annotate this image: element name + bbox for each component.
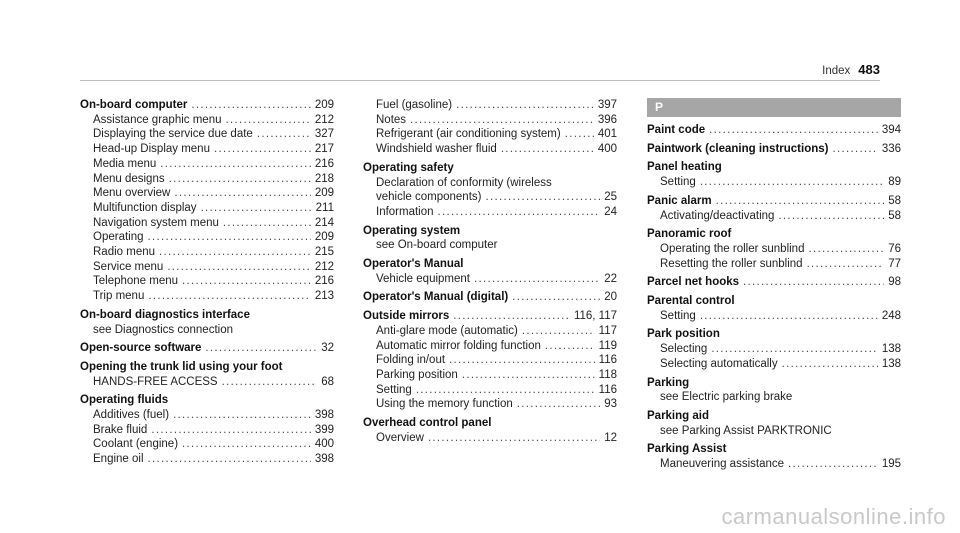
dot-leader [160, 157, 311, 172]
index-entry [647, 123, 901, 138]
sub-entry [647, 309, 901, 324]
sub-entry: see Diagnostics connection [93, 323, 233, 336]
sub-entry [80, 452, 334, 467]
dot-leader [782, 357, 878, 372]
index-entry [363, 416, 617, 445]
sub-entry [363, 113, 617, 128]
page-ref: 397 [597, 99, 617, 111]
dot-leader [700, 309, 878, 324]
page-ref: 216 [314, 275, 334, 288]
entry-text: Operating [93, 231, 144, 244]
entry-text: Media menu [93, 157, 157, 170]
entry-text: Parcel net hooks [647, 276, 740, 289]
page-ref: 211 [315, 201, 334, 214]
index-entry [647, 409, 901, 438]
sub-entry [363, 324, 617, 339]
sub-entry: Declaration of conformity (wireless [376, 176, 552, 189]
entry-text: Telephone menu [93, 275, 179, 288]
dot-leader [709, 123, 878, 138]
entry-heading: Parking aid [647, 409, 709, 422]
dot-leader [453, 309, 570, 324]
entry-text: Notes [376, 113, 407, 126]
sub-entry [363, 368, 617, 383]
entry-text: Information [376, 205, 434, 218]
dot-leader [700, 175, 884, 190]
page-ref: 89 [888, 176, 901, 189]
page-ref: 401 [597, 128, 617, 141]
page-ref: 400 [597, 143, 617, 156]
dot-leader [214, 142, 311, 157]
sub-entry [80, 142, 334, 157]
sub-entry [363, 98, 617, 113]
dot-leader [225, 113, 310, 128]
page-ref: 76 [888, 242, 901, 255]
dot-leader [173, 408, 311, 423]
dot-leader [167, 260, 311, 275]
section-label: Index [822, 65, 851, 77]
entry-heading: Operating fluids [80, 394, 169, 407]
sub-entry [80, 408, 334, 423]
page-ref: 32 [321, 342, 334, 355]
index-entry [363, 98, 617, 157]
page-ref: 195 [881, 458, 901, 471]
dot-leader [148, 289, 310, 304]
entry-text: Navigation system menu [93, 216, 219, 229]
entry-text: Outside mirrors [363, 310, 450, 323]
page-header [822, 62, 880, 77]
page-ref: 24 [604, 205, 617, 218]
page-ref: 212 [314, 113, 334, 126]
entry-text: Trip menu [93, 290, 145, 303]
dot-leader [716, 194, 885, 209]
entry-heading: Operating safety [363, 161, 454, 174]
entry-text: Paintwork (cleaning instructions) [647, 142, 829, 155]
entry-text: Vehicle equipment [376, 272, 470, 285]
index-column-3-entries [647, 123, 901, 472]
entry-heading [80, 341, 334, 356]
page-number: 483 [858, 62, 880, 77]
page-ref: 12 [604, 431, 617, 444]
index-entry [647, 194, 901, 223]
sub-entry [363, 142, 617, 157]
entry-text: Additives (fuel) [93, 409, 170, 422]
entry-text: HANDS-FREE ACCESS [93, 375, 218, 388]
entry-text: Displaying the service due date [93, 128, 253, 141]
entry-text: Brake fluid [93, 423, 148, 436]
entry-heading: Overhead control panel [363, 417, 492, 430]
sub-entry [647, 242, 901, 257]
entry-text: Fuel (gasoline) [376, 99, 453, 111]
sub-entry [80, 216, 334, 231]
dot-leader [182, 437, 311, 452]
page-ref: 396 [597, 113, 617, 126]
dot-leader [512, 290, 600, 305]
dot-leader [565, 127, 594, 142]
entry-text: Refrigerant (air conditioning system) [376, 128, 561, 141]
dot-leader [191, 98, 310, 113]
entry-text: Resetting the roller sunblind [660, 257, 803, 270]
index-entry [80, 360, 334, 389]
sub-entry [363, 431, 617, 446]
page-ref: 327 [314, 128, 334, 141]
index-column-1 [80, 98, 334, 471]
page-ref: 20 [604, 291, 617, 304]
dot-leader [182, 274, 311, 289]
dot-leader [416, 383, 595, 398]
index-column-3 [647, 98, 901, 476]
sub-entry [80, 230, 334, 245]
dot-leader [462, 368, 595, 383]
sub-entry [80, 127, 334, 142]
dot-leader [169, 172, 311, 187]
watermark: carmanualsonline.info [721, 504, 946, 529]
sub-entry [80, 274, 334, 289]
dot-leader [832, 142, 877, 157]
page-ref: 98 [888, 276, 901, 289]
entry-text: Panic alarm [647, 194, 712, 207]
entry-heading: Opening the trunk lid using your foot [80, 360, 283, 373]
page-ref: 400 [314, 438, 334, 451]
page-ref: 213 [314, 290, 334, 303]
entry-heading [363, 290, 617, 305]
page-ref: 336 [881, 142, 901, 155]
index-entry [647, 327, 901, 371]
page-ref: 138 [881, 343, 901, 356]
entry-text: Anti-glare mode (automatic) [376, 324, 518, 337]
page-ref: 58 [888, 194, 901, 207]
dot-leader [148, 452, 311, 467]
sub-entry [363, 272, 617, 287]
entry-text: Assistance graphic menu [93, 113, 222, 126]
entry-heading [647, 142, 901, 157]
dot-leader [201, 201, 312, 216]
dot-leader [522, 324, 595, 339]
dot-leader [788, 457, 878, 472]
index-entry [363, 257, 617, 286]
index-entry [80, 341, 334, 356]
dot-leader [474, 272, 600, 287]
entry-heading [647, 194, 901, 209]
entry-heading: Parental control [647, 295, 735, 308]
sub-entry [647, 457, 901, 472]
page-ref: 209 [314, 99, 334, 111]
index-entry [647, 376, 901, 405]
entry-text: Selecting [660, 343, 708, 356]
page-ref: 248 [881, 309, 901, 322]
sub-entry [80, 172, 334, 187]
dot-leader [743, 275, 884, 290]
dot-leader [545, 339, 595, 354]
page-ref: 214 [314, 216, 334, 229]
sub-entry [80, 289, 334, 304]
entry-heading: Panoramic roof [647, 228, 732, 241]
dot-leader [428, 431, 600, 446]
sub-entry [363, 127, 617, 142]
page-ref: 116 [598, 354, 617, 367]
dot-leader [148, 230, 311, 245]
sub-entry [363, 190, 617, 205]
index-entry [647, 442, 901, 471]
dot-leader [222, 375, 318, 390]
entry-heading: Operator's Manual [363, 258, 464, 271]
page-ref: 218 [314, 172, 334, 185]
sub-entry: see On-board computer [376, 239, 498, 252]
dot-leader [449, 353, 595, 368]
page-ref: 212 [314, 260, 334, 273]
entry-heading [647, 123, 901, 138]
entry-text: Automatic mirror folding function [376, 339, 541, 352]
sub-entry [80, 186, 334, 201]
index-entry [363, 161, 617, 220]
dot-leader [807, 257, 885, 272]
index-entry [80, 308, 334, 337]
index-entry [647, 294, 901, 323]
entry-text: Open-source software [80, 342, 202, 355]
entry-text: Folding in/out [376, 354, 446, 367]
entry-text: Overview [376, 431, 424, 444]
page-ref: 209 [314, 231, 334, 244]
index-entry [647, 160, 901, 189]
entry-text: On-board computer [80, 99, 188, 111]
dot-leader [159, 245, 311, 260]
index-entry [647, 142, 901, 157]
index-column-2 [363, 98, 617, 449]
sub-entry [647, 209, 901, 224]
sub-entry [647, 357, 901, 372]
page-ref: 116 [598, 383, 617, 396]
sub-entry [80, 423, 334, 438]
entry-text: Engine oil [93, 453, 144, 466]
dot-leader [151, 423, 310, 438]
sub-entry [80, 201, 334, 216]
entry-text: Coolant (engine) [93, 438, 179, 451]
entry-text: Parking position [376, 368, 458, 381]
entry-heading: Panel heating [647, 161, 722, 174]
entry-text: Operating the roller sunblind [660, 242, 805, 255]
entry-heading: Operating system [363, 224, 461, 237]
entry-text: vehicle components) [376, 191, 482, 204]
entry-text: Windshield washer fluid [376, 143, 497, 156]
dot-leader [711, 342, 878, 357]
entry-text: Setting [660, 176, 696, 189]
letter-heading: P [647, 98, 901, 117]
dot-leader [438, 205, 601, 220]
sub-entry [363, 397, 617, 412]
page-ref: 215 [314, 246, 334, 259]
entry-text: Setting [660, 309, 696, 322]
dot-leader [257, 127, 311, 142]
entry-heading: On-board diagnostics interface [80, 308, 250, 321]
dot-leader [174, 186, 310, 201]
dot-leader [808, 242, 884, 257]
page-ref: 394 [881, 124, 901, 136]
entry-text: Menu designs [93, 172, 165, 185]
index-entry [363, 224, 617, 253]
entry-heading [647, 275, 901, 290]
entry-text: Activating/deactivating [660, 209, 775, 222]
dot-leader [456, 98, 594, 113]
page-ref: 22 [604, 272, 617, 285]
dot-leader [501, 142, 594, 157]
page-ref: 209 [314, 187, 334, 200]
index-entry [647, 275, 901, 290]
page-ref: 398 [314, 409, 334, 422]
sub-entry [363, 383, 617, 398]
index-entry [80, 393, 334, 467]
page-ref: 216 [314, 157, 334, 170]
sub-entry [647, 257, 901, 272]
dot-leader [205, 341, 317, 356]
sub-entry [80, 113, 334, 128]
page-ref: 217 [314, 143, 334, 156]
sub-entry [647, 342, 901, 357]
entry-heading [363, 309, 617, 324]
index-entry [363, 290, 617, 305]
entry-text: Setting [376, 383, 412, 396]
page-ref: 116, 117 [573, 310, 617, 323]
entry-heading: Parking Assist [647, 443, 727, 456]
page-ref: 119 [598, 339, 617, 352]
header-rule [80, 80, 880, 81]
dot-leader [778, 209, 884, 224]
entry-heading [80, 98, 334, 113]
page-ref: 77 [888, 257, 901, 270]
sub-entry [80, 437, 334, 452]
sub-entry [363, 353, 617, 368]
dot-leader [485, 190, 600, 205]
page-ref: 138 [881, 357, 901, 370]
sub-entry: see Parking Assist PARKTRONIC [660, 424, 832, 437]
sub-entry: see Electric parking brake [660, 391, 793, 404]
index-entry [80, 98, 334, 304]
index-entry [647, 227, 901, 271]
page-ref: 93 [604, 398, 617, 411]
dot-leader [517, 397, 600, 412]
sub-entry [80, 245, 334, 260]
entry-text: Multifunction display [93, 201, 197, 214]
entry-text: Radio menu [93, 246, 156, 259]
index-entry [363, 309, 617, 412]
page-ref: 399 [314, 423, 334, 436]
sub-entry [363, 205, 617, 220]
entry-text: Maneuvering assistance [660, 458, 785, 471]
sub-entry [80, 157, 334, 172]
page-ref: 68 [321, 375, 334, 388]
sub-entry [647, 175, 901, 190]
entry-text: Head-up Display menu [93, 143, 210, 156]
page-ref: 398 [314, 453, 334, 466]
page-ref: 117 [598, 324, 617, 337]
page-ref: 118 [598, 368, 617, 381]
sub-entry [80, 260, 334, 275]
entry-text: Paint code [647, 124, 706, 136]
sub-entry [363, 339, 617, 354]
dot-leader [410, 113, 594, 128]
entry-heading: Park position [647, 328, 720, 341]
page-ref: 58 [888, 209, 901, 222]
sub-entry [80, 375, 334, 390]
entry-text: Selecting automatically [660, 357, 778, 370]
entry-heading: Parking [647, 376, 690, 389]
dot-leader [223, 216, 311, 231]
entry-text: Menu overview [93, 187, 171, 200]
entry-text: Operator's Manual (digital) [363, 291, 509, 304]
page-ref: 25 [604, 191, 617, 204]
entry-text: Service menu [93, 260, 164, 273]
entry-text: Using the memory function [376, 398, 513, 411]
